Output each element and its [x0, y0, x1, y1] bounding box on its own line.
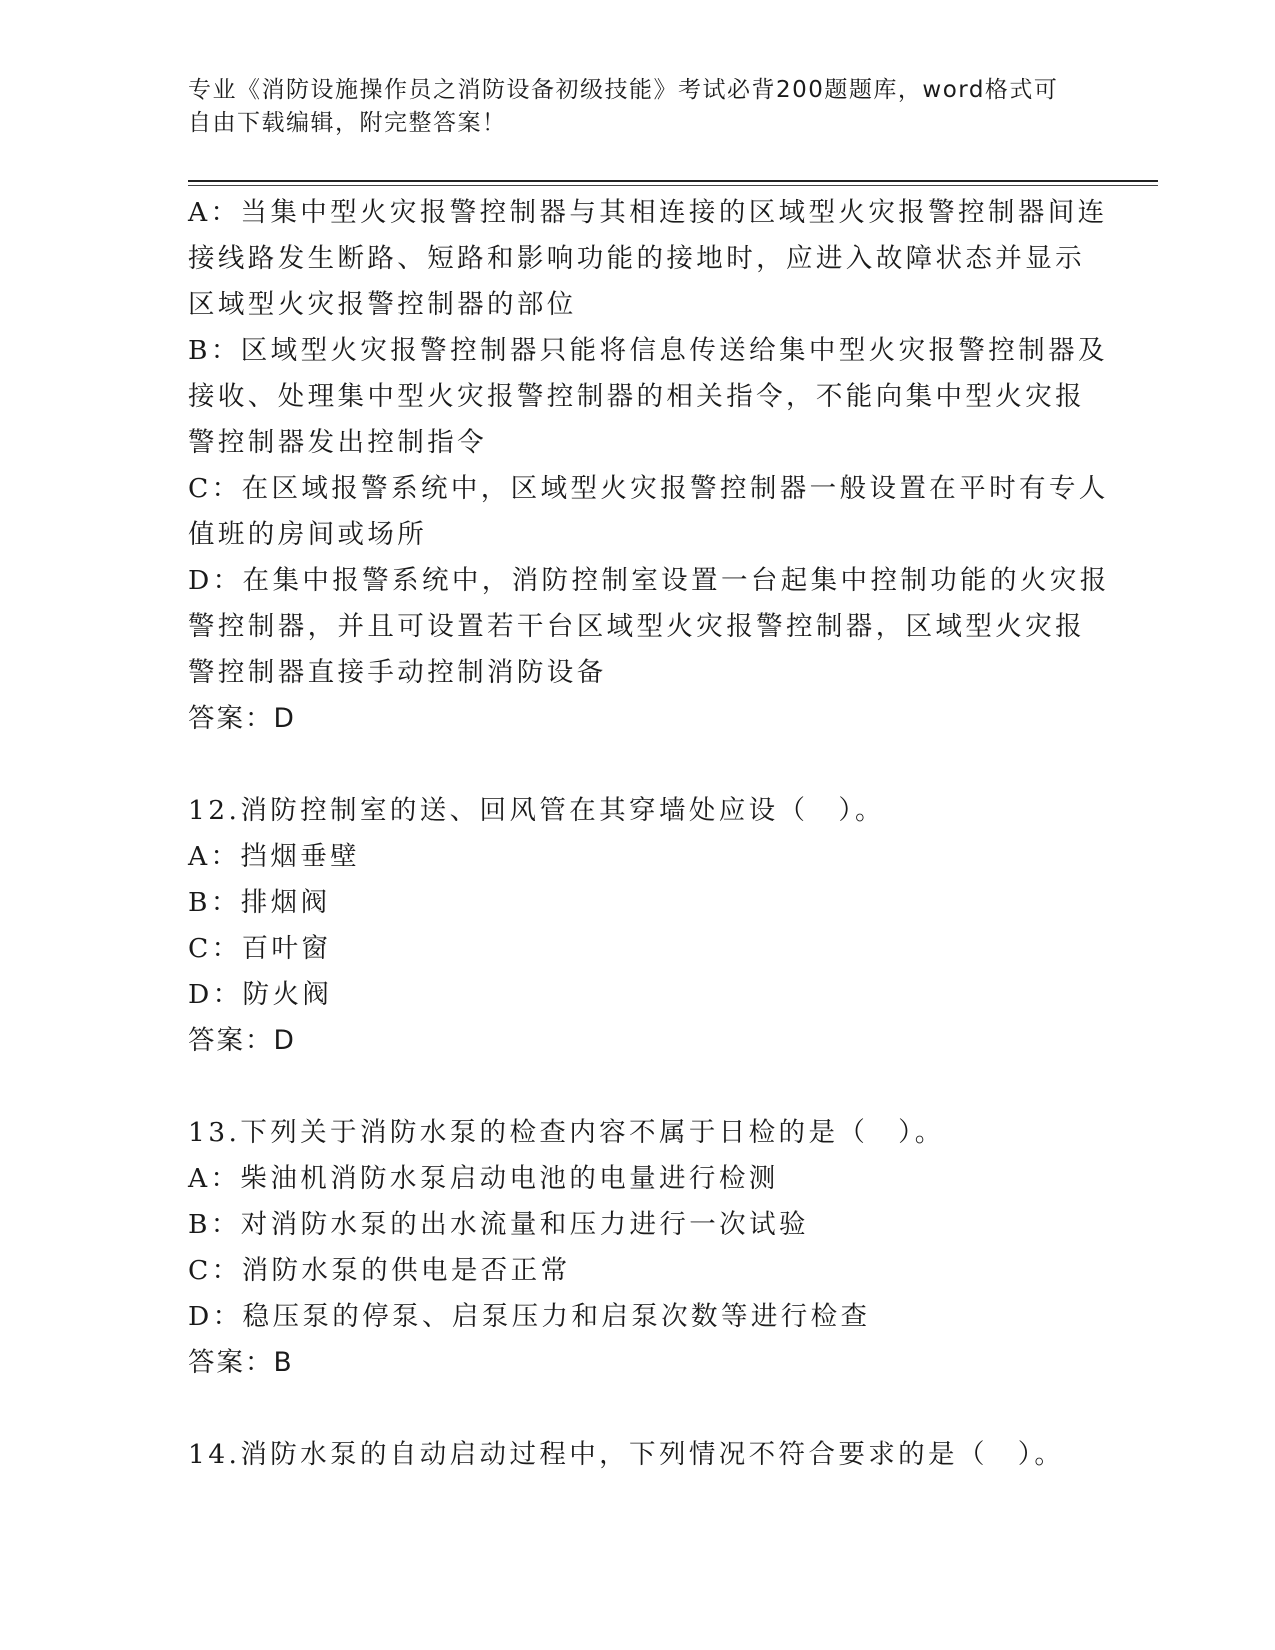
- question-13: [188, 1110, 1088, 1386]
- question-stem: 14.消防水泵的自动启动过程中，下列情况不符合要求的是（ ）。: [188, 1439, 1065, 1470]
- document-header: [188, 74, 1088, 140]
- option-b: B：对消防水泵的出水流量和压力进行一次试验: [188, 1209, 809, 1240]
- question-12: [188, 788, 1088, 1064]
- option-b-line-1: B：区域型火灾报警控制器只能将信息传送给集中型火灾报警控制器及: [188, 335, 1108, 366]
- option-d-line-1: D：在集中报警系统中，消防控制室设置一台起集中控制功能的火灾报: [188, 565, 1110, 596]
- header-divider-thick: [188, 180, 1158, 182]
- spacer: [188, 1386, 1088, 1432]
- option-d-line-3: 警控制器直接手动控制消防设备: [188, 657, 607, 688]
- spacer: [188, 742, 1088, 788]
- option-a: A：柴油机消防水泵启动电池的电量进行检测: [188, 1163, 779, 1194]
- option-a-line-2: 接线路发生断路、短路和影响功能的接地时，应进入故障状态并显示: [188, 243, 1085, 274]
- answer-line: 答案：B: [188, 1347, 294, 1378]
- option-b-line-3: 警控制器发出控制指令: [188, 427, 487, 458]
- option-d: D：防火阀: [188, 979, 333, 1010]
- answer-line: 答案：D: [188, 703, 296, 734]
- option-d: D：稳压泵的停泵、启泵压力和启泵次数等进行检查: [188, 1301, 871, 1332]
- option-b: B：排烟阀: [188, 887, 331, 918]
- previous-question-options: [188, 190, 1110, 742]
- option-c: C：百叶窗: [188, 933, 332, 964]
- answer-line: 答案：D: [188, 1025, 296, 1056]
- option-c: C：消防水泵的供电是否正常: [188, 1255, 571, 1286]
- question-14: [188, 1432, 1088, 1478]
- question-stem: 12.消防控制室的送、回风管在其穿墙处应设（ ）。: [188, 795, 885, 826]
- option-a-line-3: 区域型火灾报警控制器的部位: [188, 289, 577, 320]
- header-title-line-2: 自由下载编辑，附完整答案！: [188, 110, 507, 136]
- option-d-line-2: 警控制器，并且可设置若干台区域型火灾报警控制器，区域型火灾报: [188, 611, 1085, 642]
- option-a-line-1: A：当集中型火灾报警控制器与其相连接的区域型火灾报警控制器间连: [188, 197, 1108, 228]
- option-a: A：挡烟垂壁: [188, 841, 361, 872]
- option-c-line-2: 值班的房间或场所: [188, 519, 428, 550]
- header-divider-thin: [188, 185, 1158, 186]
- question-stem: 13.下列关于消防水泵的检查内容不属于日检的是（ ）。: [188, 1117, 945, 1148]
- header-title-line-1: 专业《消防设施操作员之消防设备初级技能》考试必背200题题库，word格式可: [188, 77, 1059, 103]
- option-c-line-1: C：在区域报警系统中，区域型火灾报警控制器一般设置在平时有专人: [188, 473, 1109, 504]
- option-b-line-2: 接收、处理集中型火灾报警控制器的相关指令，不能向集中型火灾报: [188, 381, 1085, 412]
- question-content: [188, 190, 1110, 1478]
- spacer: [188, 1064, 1088, 1110]
